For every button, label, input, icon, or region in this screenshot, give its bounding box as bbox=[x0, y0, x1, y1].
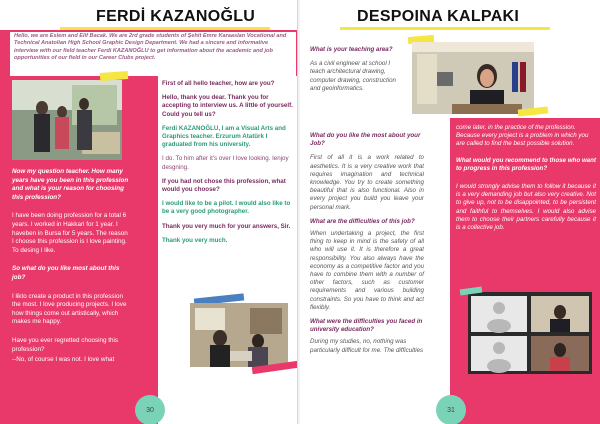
question: What are the difficulties of this job? bbox=[310, 217, 415, 225]
right-page-title: DESPOINA KALPAKI bbox=[357, 8, 520, 25]
answer: Hello, thank you dear. Thank you for accepting to interview us. A little of yourself. Could you tell us? bbox=[162, 94, 293, 118]
left-column-qa bbox=[12, 168, 130, 365]
answer: come later, in the practice of the profession. Because every project is a problem in which you are called to find the best possible solution. bbox=[456, 124, 589, 148]
page-number: 31 bbox=[436, 395, 466, 424]
answer: I have been doing profession for a total 6 years. I worked in Hakkari for 1 year. I haveben in Bursa for 5 years. The reason I choose this profession is I love painting. To desing I like. bbox=[12, 212, 128, 254]
yellow-tape bbox=[100, 71, 128, 81]
right-column-qa bbox=[456, 124, 596, 232]
right-left-qa-1 bbox=[310, 46, 406, 93]
title-underline bbox=[60, 27, 270, 30]
question: Now my question teacher. How many years have you been in this profession and what is your reason for choosing this profession? bbox=[12, 168, 129, 201]
video-call-screenshot bbox=[468, 292, 592, 374]
question: What do you like the most about your Job? bbox=[310, 132, 421, 148]
left-page bbox=[0, 0, 298, 424]
answer: As a civil engineer at school I teach architectural drawing, computer drawing, construction and geoinformatics. bbox=[310, 60, 396, 92]
teacher-photo bbox=[412, 42, 534, 114]
intro-text: Hello, we are Eslem and Elif Bacak. We are 2rd grade students of Şehit Emre Karaaslan Vocational and Technical Anatolian High School Graphic Design Department. We had a sincere and informative interview with our field teacher Ferdi KAZANOĞLU to get information about the academic and job opportunities of our field in our Career Clubs project. bbox=[14, 33, 287, 62]
answer: I would like to be a pilot. I would also like to be a very good photographer. bbox=[162, 200, 291, 216]
question: So what do you like most about this job? bbox=[12, 265, 120, 281]
middle-qa bbox=[162, 80, 294, 245]
question: What were the difficulties you faced in university education? bbox=[310, 318, 423, 334]
interview-photo bbox=[190, 303, 288, 367]
question: Thank you very much for your answers, Sir. bbox=[162, 222, 291, 230]
question: What is your teaching area? bbox=[310, 46, 393, 53]
answer: First of all it is a work related to aesthetics. It is a very creative work that requires imagination and technical knowledge. You try to create something beautiful that is also functional. Also in every project you build you leave your personal mark. bbox=[310, 154, 424, 211]
students-photo bbox=[12, 80, 122, 160]
question: Have you ever regretted choosing this profession? bbox=[12, 336, 119, 353]
question: If you had not chose this profession, what would you choose? bbox=[162, 177, 286, 194]
title-underline bbox=[340, 27, 550, 30]
answer: Thank you very much. bbox=[162, 236, 228, 244]
answer: During my studies, no, nothing was particularly difficult for me. The difficulties bbox=[310, 338, 424, 354]
right-page bbox=[300, 0, 600, 424]
answer: I likto create a product in this profession the most. I love producing projects. I love how things come out artistically, which makes me happy. bbox=[12, 292, 127, 326]
question: First of all hello teacher, how are you? bbox=[162, 80, 275, 87]
page-number: 30 bbox=[135, 395, 165, 424]
answer: --No, of course I was not. I love what bbox=[12, 356, 115, 364]
left-page-title: FERDİ KAZANOĞLU bbox=[96, 8, 256, 25]
right-left-qa-2 bbox=[310, 132, 424, 355]
answer: Ferdi KAZANOĞLU, I am a Visual Arts and Graphics teacher. Erzurum Atatürk I graduated from his university. bbox=[162, 124, 286, 149]
question: What would you recommend to those who want to progress in this profession? bbox=[456, 156, 596, 172]
answer: I would strongly advise them to follow it because it is a very demanding job but also very creative. Not to give up, not to be disappointed, to be persistent and faithful to themselves. I would also advise them to choose their partners carefully because it is a collective job. bbox=[456, 183, 596, 232]
answer: I do. To him after it's over I love looking. Ienjoy desgning. bbox=[162, 155, 289, 171]
answer: When undertaking a project, the first thing to keep in mind is the safety of all who will use it. It is therefore a great responsibility. You also always have the economy as a competitive factor and you have to combine them with a number of other factors, such as customer requirements and various building constraints. So you have to think and act flexibly. bbox=[310, 230, 424, 311]
